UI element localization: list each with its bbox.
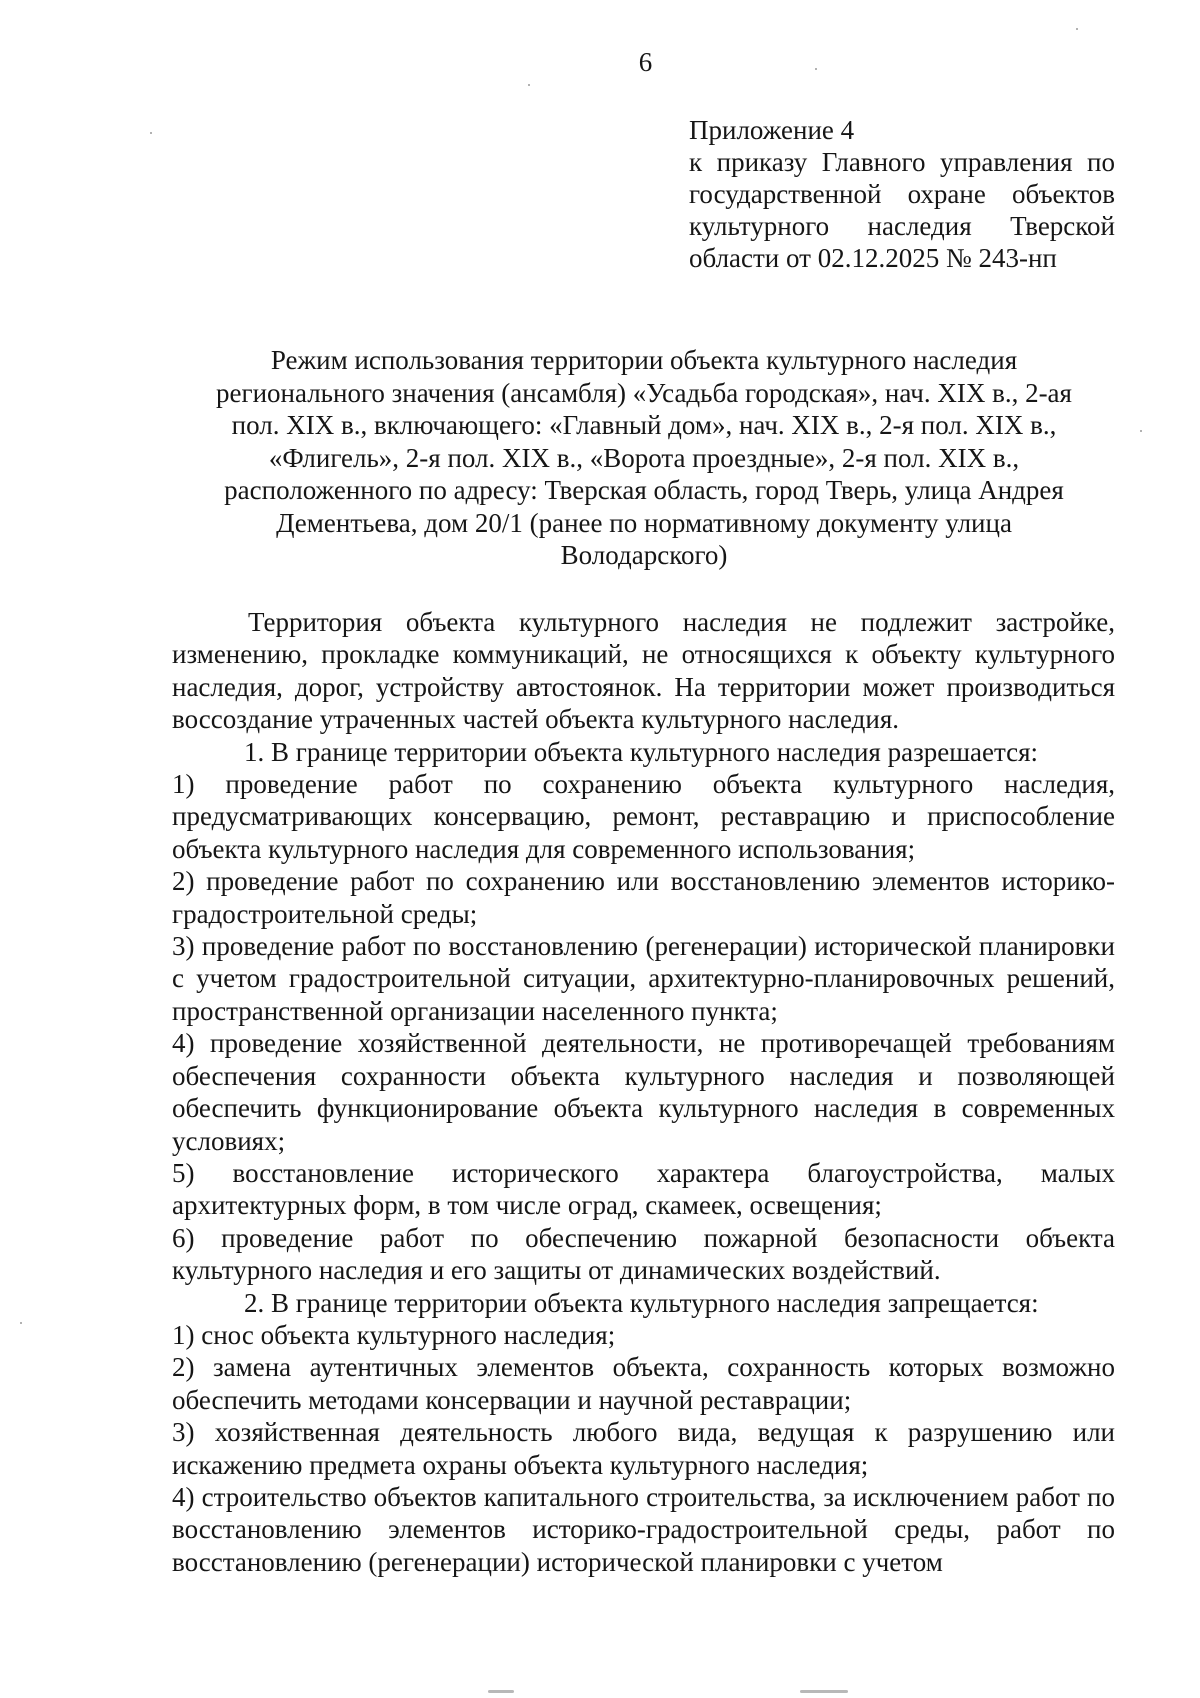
scan-speck xyxy=(150,132,152,134)
document-title xyxy=(172,344,1116,572)
title-line: пол. XIX в., включающего: «Главный дом», нач. XIX в., 2-я пол. XIX в., xyxy=(231,410,1057,440)
scan-speck xyxy=(528,84,530,86)
section-2-item: 2) замена аутентичных элементов объекта, сохранность которых возможно обеспечить методами консервации и научной реставрации; xyxy=(172,1352,1115,1415)
appendix-line: культурного наследия Тверской xyxy=(689,211,1115,241)
scan-mark xyxy=(488,1690,514,1693)
section-2-item: 1) снос объекта культурного наследия; xyxy=(172,1319,616,1350)
section-1-item: 6) проведение работ по обеспечению пожарной безопасности объекта культурного наследия и его защиты от динамических воздействий. xyxy=(172,1222,1115,1286)
appendix-line: Приложение 4 xyxy=(689,115,855,145)
title-line: регионального значения (ансамбля) «Усадьба городская», нач. XIX в., 2-ая xyxy=(216,377,1072,408)
title-line: расположенного по адресу: Тверская область, город Тверь, улица Андрея xyxy=(224,475,1064,505)
scan-mark xyxy=(800,1690,848,1693)
title-line: Режим использования территории объекта культурного наследия xyxy=(270,345,1018,375)
appendix-header xyxy=(689,114,1115,274)
section-1-item: 5) восстановление исторического характера благоустройства, малых архитектурных форм, в том числе оград, скамеек, освещения; xyxy=(172,1157,1115,1221)
document-body xyxy=(172,606,1115,1578)
section-1-item: 1) проведение работ по сохранению объекта культурного наследия, предусматривающих консервацию, ремонт, реставрацию и приспособление объекта культурного наследия для современного использования; xyxy=(172,769,1115,864)
section-2-heading: 2. В границе территории объекта культурного наследия запрещается: xyxy=(244,1287,1039,1318)
section-1-item: 2) проведение работ по сохранению или восстановлению элементов историко-градостроительной среды; xyxy=(172,866,1115,929)
appendix-line: государственной охране объектов xyxy=(689,179,1115,209)
scan-speck xyxy=(1140,430,1142,432)
section-1-heading: 1. В границе территории объекта культурного наследия разрешается: xyxy=(244,736,1039,767)
intro-paragraph: Территория объекта культурного наследия не подлежит застройке, изменению, прокладке коммуникаций, не относящихся к объекту культурного наследия, дорог, устройству автостоянок. На территории может производиться воссоздание утраченных частей объекта культурного наследия. xyxy=(172,607,1115,735)
title-line: Володарского) xyxy=(560,540,728,570)
scan-speck xyxy=(20,1322,22,1324)
scan-speck xyxy=(1076,28,1078,30)
scan-speck xyxy=(815,68,817,70)
section-2-item: 3) хозяйственная деятельность любого вида, ведущая к разрушению или искажению предмета охраны объекта культурного наследия; xyxy=(172,1417,1115,1480)
title-line: «Флигель», 2-я пол. XIX в., «Ворота проездные», 2-я пол. XIX в., xyxy=(268,442,1020,473)
title-line: Дементьева, дом 20/1 (ранее по нормативному документу улица xyxy=(276,507,1012,538)
appendix-line: к приказу Главного управления по xyxy=(689,147,1115,177)
section-1-item: 4) проведение хозяйственной деятельности, не противоречащей требованиям обеспечения сохранности объекта культурного наследия и позволяющей обеспечить функционирование объекта культурного наследия в современных условиях; xyxy=(172,1028,1115,1156)
section-2-item: 4) строительство объектов капитального строительства, за исключением работ по восстановлению элементов историко-градостроительной среды, работ по восстановлению (регенерации) исторической планировки с учетом xyxy=(172,1481,1115,1577)
appendix-line: области от 02.12.2025 № 243-нп xyxy=(689,243,1057,273)
section-1-item: 3) проведение работ по восстановлению (регенерации) исторической планировки с учетом градостроительной ситуации, архитектурно-планировочных решений, пространственной организации населенного пункта; xyxy=(172,931,1115,1026)
page-number: 6 xyxy=(638,47,653,77)
